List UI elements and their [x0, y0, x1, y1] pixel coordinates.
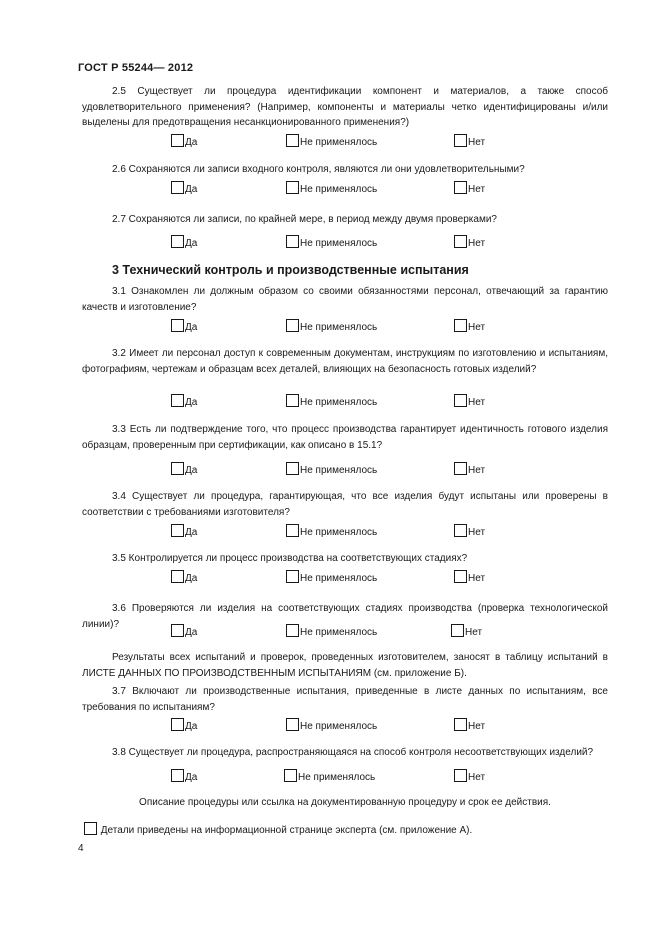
- option-na-label: Не применялось: [300, 397, 378, 408]
- question-3-7-text: 3.7 Включают ли производственные испытания, приведенные в листе данных по испытаниям, все требования по испытаниям?: [82, 686, 608, 713]
- checkbox-icon[interactable]: [286, 524, 299, 537]
- question-2-7-text: 2.7 Сохраняются ли записи, по крайней мере, в период между двумя проверками?: [112, 214, 497, 225]
- checkbox-icon[interactable]: [286, 134, 299, 147]
- option-no-3-8[interactable]: [454, 769, 485, 784]
- checkbox-icon[interactable]: [171, 181, 184, 194]
- option-na-3-1[interactable]: [286, 319, 377, 334]
- option-no-label: Нет: [468, 772, 486, 783]
- option-yes-2-7[interactable]: [171, 235, 197, 250]
- checkbox-icon[interactable]: [84, 822, 97, 835]
- option-na-3-2[interactable]: [286, 394, 377, 409]
- checkbox-icon[interactable]: [286, 624, 299, 637]
- option-yes-label: Да: [185, 397, 198, 408]
- question-2-6-text: 2.6 Сохраняются ли записи входного контроля, являются ли они удовлетворительными?: [112, 164, 525, 175]
- details-note-text: Детали приведены на информационной странице эксперта (см. приложение А).: [100, 825, 473, 836]
- checkbox-icon[interactable]: [454, 718, 467, 731]
- document-id: ГОСТ Р 55244— 2012: [78, 62, 194, 74]
- question-3-7: [82, 684, 608, 715]
- checkbox-icon[interactable]: [286, 319, 299, 332]
- question-3-1: [82, 284, 608, 315]
- option-no-3-7[interactable]: [454, 718, 485, 733]
- option-no-3-1[interactable]: [454, 319, 485, 334]
- option-na-3-8[interactable]: [284, 769, 375, 784]
- option-na-3-7[interactable]: [286, 718, 377, 733]
- option-na-label: Не применялось: [300, 184, 378, 195]
- question-3-5-text: 3.5 Контролируется ли процесс производства на соответствующих стадиях?: [112, 553, 468, 564]
- question-2-7: [82, 212, 608, 228]
- option-no-label: Нет: [468, 397, 486, 408]
- question-3-6-text: 3.6 Проверяются ли изделия на соответствующих стадиях производства (проверка технологической линии)?: [82, 603, 608, 630]
- option-na-2-6[interactable]: [286, 181, 377, 196]
- checkbox-icon[interactable]: [454, 319, 467, 332]
- option-na-3-5[interactable]: [286, 570, 377, 585]
- option-yes-label: Да: [185, 322, 198, 333]
- option-na-3-4[interactable]: [286, 524, 377, 539]
- checkbox-icon[interactable]: [451, 624, 464, 637]
- checkbox-icon[interactable]: [454, 570, 467, 583]
- option-yes-2-5[interactable]: [171, 134, 197, 149]
- option-no-3-2[interactable]: [454, 394, 485, 409]
- option-no-label: Нет: [468, 465, 486, 476]
- checkbox-icon[interactable]: [171, 570, 184, 583]
- checkbox-icon[interactable]: [454, 394, 467, 407]
- question-2-6: [82, 162, 608, 178]
- option-yes-label: Да: [185, 573, 198, 584]
- option-yes-3-8[interactable]: [171, 769, 197, 784]
- question-3-5: [82, 551, 608, 567]
- option-no-label: Нет: [465, 627, 483, 638]
- option-yes-3-3[interactable]: [171, 462, 197, 477]
- checkbox-icon[interactable]: [454, 181, 467, 194]
- option-na-2-7[interactable]: [286, 235, 377, 250]
- question-2-5-text: 2.5 Существует ли процедура идентификации компонент и материалов, а также способ удовлетворительного применения? (Например, компоненты и материалы четко идентифицированы и/или выделены для предотвращения несанкционированного применения?): [82, 86, 608, 129]
- option-no-label: Нет: [468, 137, 486, 148]
- option-no-3-4[interactable]: [454, 524, 485, 539]
- question-3-3-text: 3.3 Есть ли подтверждение того, что процесс производства гарантирует идентичность готового изделия образцам, проверенным при сертификации, как описано в 15.1?: [82, 424, 608, 451]
- checkbox-icon[interactable]: [286, 570, 299, 583]
- option-no-2-5[interactable]: [454, 134, 485, 149]
- checkbox-icon[interactable]: [454, 462, 467, 475]
- option-yes-label: Да: [185, 465, 198, 476]
- checkbox-icon[interactable]: [171, 624, 184, 637]
- section-3-title: 3 Технический контроль и производственные испытания: [112, 263, 469, 277]
- option-yes-label: Да: [185, 184, 198, 195]
- option-yes-2-6[interactable]: [171, 181, 197, 196]
- option-na-label: Не применялось: [300, 238, 378, 249]
- checkbox-icon[interactable]: [171, 134, 184, 147]
- question-2-5: [82, 84, 608, 131]
- option-yes-3-2[interactable]: [171, 394, 197, 409]
- option-na-label: Не применялось: [300, 465, 378, 476]
- option-yes-label: Да: [185, 137, 198, 148]
- option-na-label: Не применялось: [300, 721, 378, 732]
- question-3-3: [82, 422, 608, 453]
- checkbox-icon[interactable]: [454, 524, 467, 537]
- option-yes-3-5[interactable]: [171, 570, 197, 585]
- option-no-2-7[interactable]: [454, 235, 485, 250]
- checkbox-icon[interactable]: [171, 235, 184, 248]
- option-no-label: Нет: [468, 721, 486, 732]
- option-yes-3-7[interactable]: [171, 718, 197, 733]
- option-na-3-3[interactable]: [286, 462, 377, 477]
- option-no-3-5[interactable]: [454, 570, 485, 585]
- option-no-label: Нет: [468, 184, 486, 195]
- results-note-text: Результаты всех испытаний и проверок, проведенных изготовителем, заносят в таблицу испытаний в ЛИСТЕ ДАННЫХ ПО ПРОИЗВОДСТВЕННЫМ ИСПЫТАНИЯМ (см. приложение Б).: [82, 652, 608, 679]
- checkbox-icon[interactable]: [286, 718, 299, 731]
- option-no-3-6[interactable]: [451, 624, 482, 639]
- option-na-label: Не применялось: [300, 137, 378, 148]
- checkbox-icon[interactable]: [454, 134, 467, 147]
- question-3-8-text: 3.8 Существует ли процедура, распространяющаяся на способ контроля несоответствующих изделий?: [112, 747, 594, 758]
- option-no-label: Нет: [468, 573, 486, 584]
- option-yes-3-6[interactable]: [171, 624, 197, 639]
- option-yes-label: Да: [185, 527, 198, 538]
- option-na-label: Не применялось: [300, 527, 378, 538]
- question-3-2-text: 3.2 Имеет ли персонал доступ к современным документам, инструкциям по изготовлению и испытаниям, фотографиям, чертежам и образцам всех деталей, влияющих на безопасность готовых изделий?: [82, 348, 608, 375]
- option-yes-label: Да: [185, 238, 198, 249]
- checkbox-icon[interactable]: [171, 769, 184, 782]
- option-na-2-5[interactable]: [286, 134, 377, 149]
- question-3-8: [82, 745, 608, 761]
- checkbox-icon[interactable]: [286, 181, 299, 194]
- option-yes-3-4[interactable]: [171, 524, 197, 539]
- question-3-4: [82, 489, 608, 520]
- option-na-label: Не применялось: [300, 573, 378, 584]
- description-note: Описание процедуры или ссылка на документированную процедуру и срок ее действия.: [139, 797, 551, 808]
- option-na-3-6[interactable]: [286, 624, 377, 639]
- option-yes-label: Да: [185, 721, 198, 732]
- checkbox-icon[interactable]: [171, 524, 184, 537]
- option-na-label: Не применялось: [300, 627, 378, 638]
- checkbox-icon[interactable]: [171, 319, 184, 332]
- checkbox-icon[interactable]: [286, 394, 299, 407]
- question-3-4-text: 3.4 Существует ли процедура, гарантирующая, что все изделия будут испытаны или проверены в соответствии с требованиями изготовителя?: [82, 491, 608, 518]
- checkbox-icon[interactable]: [171, 462, 184, 475]
- option-yes-label: Да: [185, 772, 198, 783]
- question-3-1-text: 3.1 Ознакомлен ли должным образом со своими обязанностями персонал, отвечающий за гарантию качеств и изготовление?: [82, 286, 608, 313]
- page-number: 4: [78, 843, 84, 854]
- checkbox-icon[interactable]: [454, 235, 467, 248]
- option-no-2-6[interactable]: [454, 181, 485, 196]
- checkbox-icon[interactable]: [454, 769, 467, 782]
- option-no-label: Нет: [468, 322, 486, 333]
- checkbox-icon[interactable]: [286, 462, 299, 475]
- option-yes-label: Да: [185, 627, 198, 638]
- option-no-3-3[interactable]: [454, 462, 485, 477]
- checkbox-icon[interactable]: [284, 769, 297, 782]
- checkbox-icon[interactable]: [171, 394, 184, 407]
- results-note: [82, 650, 608, 681]
- option-no-label: Нет: [468, 527, 486, 538]
- question-3-2: [82, 346, 608, 377]
- option-na-label: Не применялось: [298, 772, 376, 783]
- option-no-label: Нет: [468, 238, 486, 249]
- checkbox-icon[interactable]: [286, 235, 299, 248]
- details-note[interactable]: [84, 822, 472, 837]
- checkbox-icon[interactable]: [171, 718, 184, 731]
- option-yes-3-1[interactable]: [171, 319, 197, 334]
- option-na-label: Не применялось: [300, 322, 378, 333]
